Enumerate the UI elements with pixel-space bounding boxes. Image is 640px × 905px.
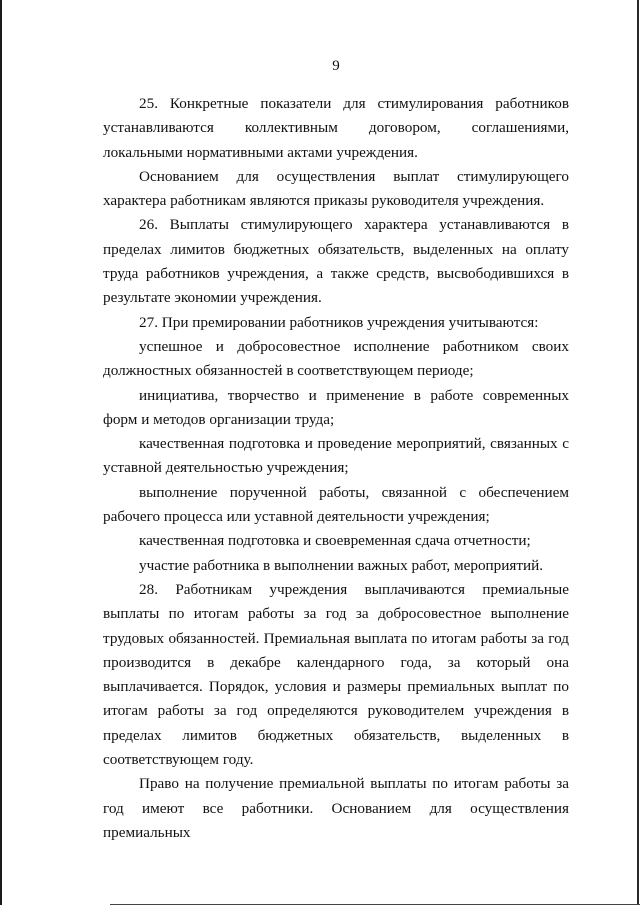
paragraph-26: 26. Выплаты стимулирующего характера устанавливаются в пределах лимитов бюджетных обязательств, выделенных на оплату труда работников учреждения, а также средств, высвободившихся в результате экономии учреждения. bbox=[103, 216, 569, 307]
paragraph-27: 27. При премировании работников учреждения учитываются: bbox=[139, 313, 539, 331]
page-number: 9 bbox=[332, 58, 340, 74]
paragraph-28: 28. Работникам учреждения выплачиваются премиальные выплаты по итогам работы за год за добросовестное выполнение трудовых обязанностей. Премиальная выплата по итогам работы за год производится в декабре календарного года, за который она выплачивается. Порядок, условия и размеры премиальных выплат по итогам работы за год определяются руководителем учреждения в пределах лимитов бюджетных обязательств, выделенных в соответствующем году. bbox=[103, 580, 569, 769]
list-item-criterion-3: качественная подготовка и проведение мероприятий, связанных с уставной деятельностью учреждения; bbox=[103, 435, 569, 477]
scan-edge-left bbox=[0, 0, 2, 905]
list-item-criterion-1: успешное и добросовестное исполнение работником своих должностных обязанностей в соответствующем периоде; bbox=[103, 337, 569, 380]
list-item-criterion-4: выполнение порученной работы, связанной с обеспечением рабочего процесса или уставной деятельности учреждения; bbox=[103, 483, 569, 526]
scan-edge-right bbox=[637, 0, 639, 905]
body-text bbox=[103, 92, 569, 845]
paragraph-right-to-bonus: Право на получение премиальной выплаты по итогам работы за год имеют все работники. Основанием для осуществления премиальных bbox=[103, 775, 569, 841]
list-item-criterion-2: инициатива, творчество и применение в работе современных форм и методов организации труда; bbox=[103, 386, 569, 428]
list-item-criterion-6: участие работника в выполнении важных работ, мероприятий. bbox=[139, 556, 544, 574]
list-item-criterion-5: качественная подготовка и своевременная сдача отчетности; bbox=[139, 532, 531, 550]
paragraph-basis-stimulus: Основанием для осуществления выплат стимулирующего характера работникам являются приказы руководителя учреждения. bbox=[103, 167, 569, 210]
paragraph-25: 25. Конкретные показатели для стимулирования работников устанавливаются коллективным договором, соглашениями, локальными нормативными актами учреждения. bbox=[103, 95, 569, 161]
